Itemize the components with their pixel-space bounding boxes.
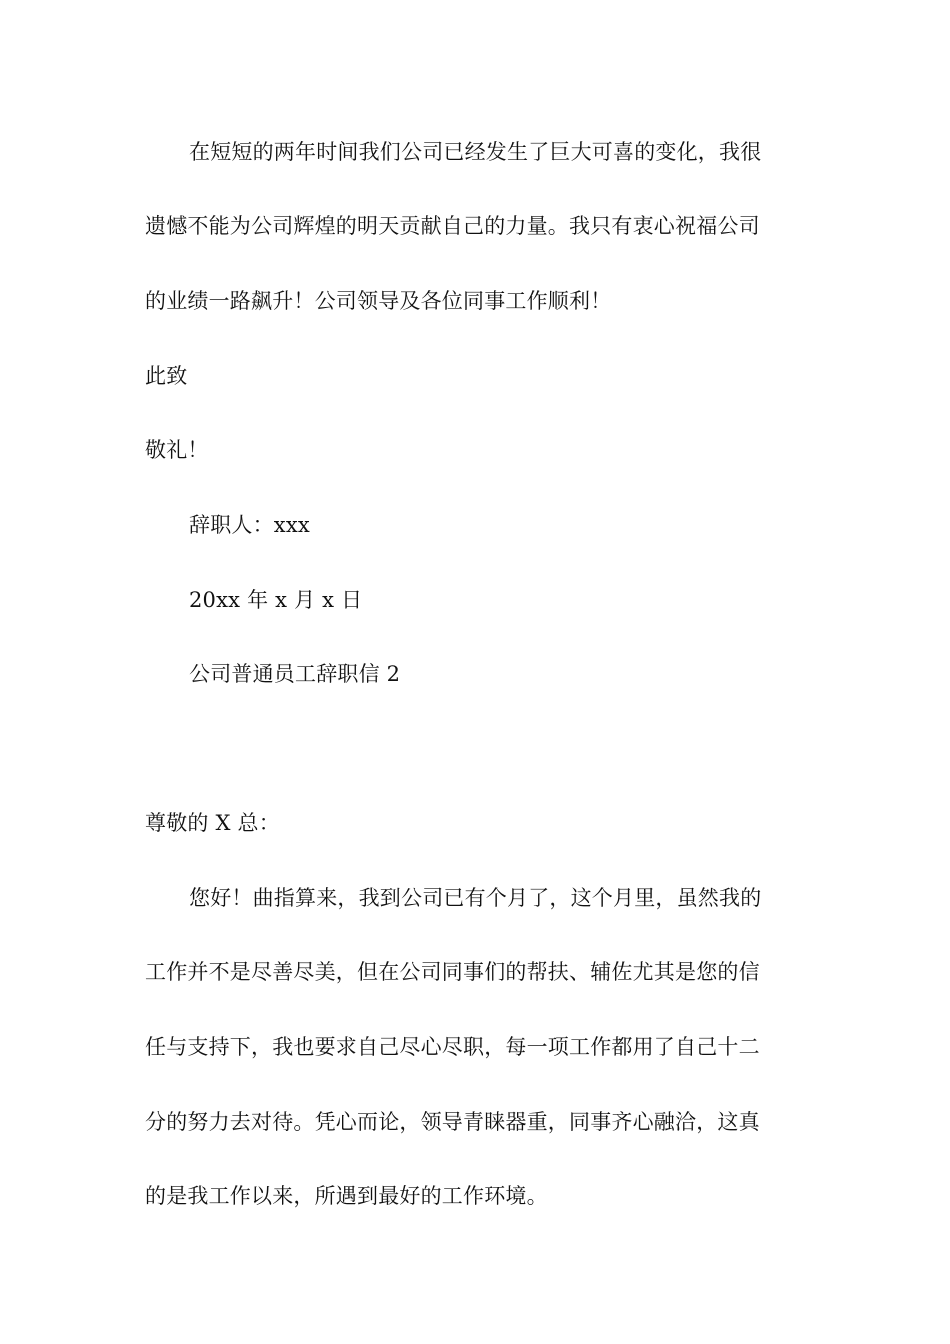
- paragraph-2-line-4: 分的努力去对待。凭心而论，领导青睐器重，同事齐心融洽，这真: [145, 1110, 760, 1134]
- paragraph-2-line-2: 工作并不是尽善尽美，但在公司同事们的帮扶、辅佐尤其是您的信: [145, 960, 760, 984]
- closing-line-2: 敬礼！: [145, 438, 209, 462]
- paragraph-2-line-5: 的是我工作以来，所遇到最好的工作环境。: [145, 1184, 548, 1208]
- paragraph-1-line-3: 的业绩一路飙升！公司领导及各位同事工作顺利！: [145, 289, 612, 313]
- signature: 辞职人：xxx: [189, 513, 310, 537]
- closing-line-1: 此致: [145, 364, 188, 388]
- paragraph-2-line-1: 您好！曲指算来，我到公司已有个月了，这个月里，虽然我的: [189, 886, 762, 910]
- salutation: 尊敬的 X 总：: [145, 811, 280, 835]
- paragraph-1-line-2: 遗憾不能为公司辉煌的明天贡献自己的力量。我只有衷心祝福公司: [145, 214, 760, 238]
- section-title: 公司普通员工辞职信 2: [189, 662, 401, 686]
- paragraph-2-line-3: 任与支持下，我也要求自己尽心尽职，每一项工作都用了自己十二: [145, 1035, 760, 1059]
- paragraph-1-line-1: 在短短的两年时间我们公司已经发生了巨大可喜的变化，我很: [189, 140, 762, 164]
- date-line: 20xx 年 x 月 x 日: [189, 588, 363, 612]
